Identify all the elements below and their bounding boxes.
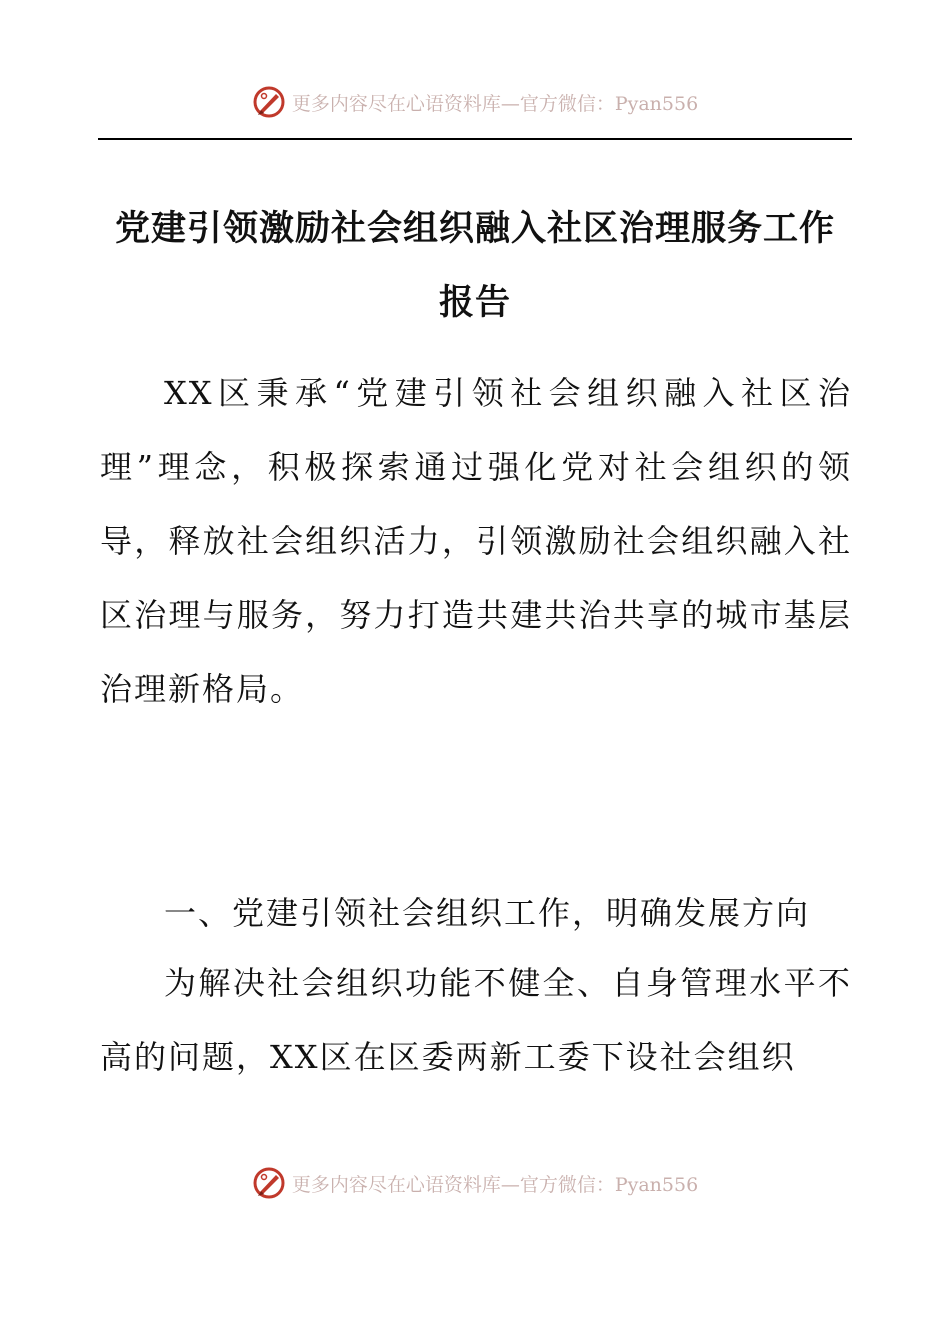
intro-paragraph: XX区秉承“党建引领社会组织融入社区治理”理念，积极探索通过强化党对社会组织的领导，释放社会组织活力，引领激励社会组织融入社区治理与服务，努力打造共建共治共享的城市基层治理新格局。 — [100, 374, 852, 708]
footer-banner-text: 更多内容尽在心语资料库—官方微信：Pyan556 — [291, 1173, 699, 1196]
header-banner-text: 更多内容尽在心语资料库—官方微信：Pyan556 — [291, 92, 699, 115]
header-divider — [98, 138, 852, 140]
header-banner — [0, 82, 950, 122]
pen-logo-icon — [252, 1166, 286, 1200]
section-1-paragraph: 为解决社会组织功能不健全、自身管理水平不高的问题，XX区在区委两新工委下设社会组织 — [100, 964, 852, 1076]
document-title: 党建引领激励社会组织融入社区治理服务工作报告 — [114, 209, 835, 323]
footer-banner — [0, 1163, 950, 1203]
section-1-heading: 一、党建引领社会组织工作，明确发展方向 — [164, 894, 811, 932]
pen-logo-icon — [252, 85, 286, 119]
